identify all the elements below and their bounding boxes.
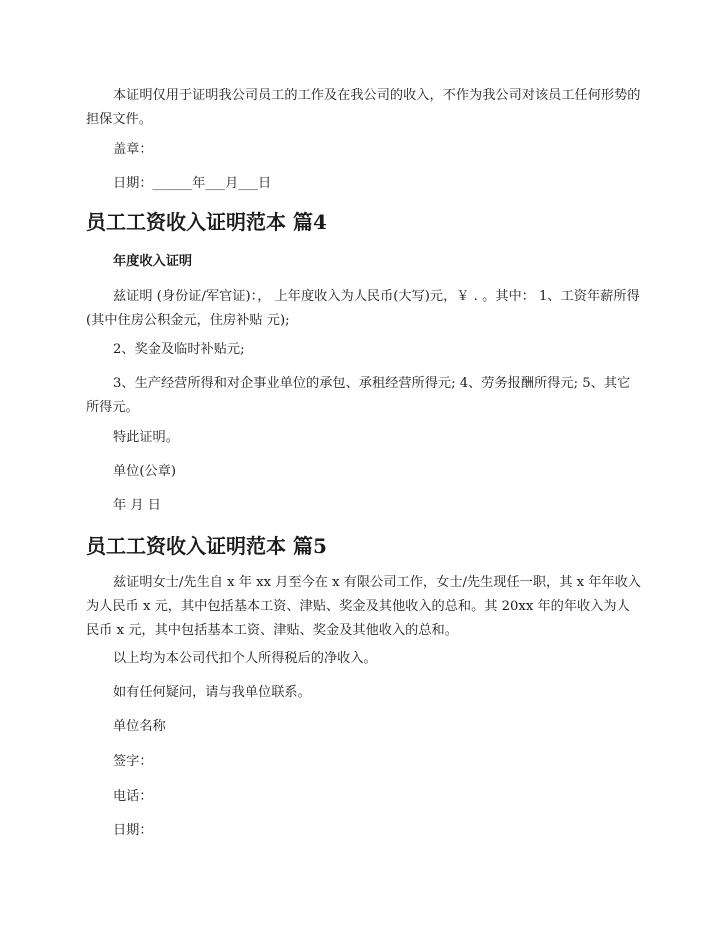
disclaimer-paragraph: 本证明仅用于证明我公司员工的工作及在我公司的收入，不作为我公司对该员工任何形势的担保文件。 [86, 88, 641, 127]
date-line: 日期： [113, 823, 153, 838]
employment-certification-paragraph: 兹证明女士/先生自 x 年 xx 月至今在 x 有限公司工作，女士/先生现任一职，其 x 年年收入为人民币 x 元，其中包括基本工资、津贴、奖金及其他收入的总和。其 20xx 年的年收入为人民币 x 元，其中包括基本工资、津贴、奖金及其他收入的总和。 [86, 575, 641, 638]
phone-line: 电话： [113, 789, 153, 804]
seal-line: 盖章： [113, 142, 153, 157]
company-name-line: 单位名称 [113, 719, 166, 734]
section-4-heading: 员工工资收入证明范本 篇4 [86, 210, 327, 234]
section-4-subtitle: 年度收入证明 [113, 254, 193, 269]
signature-line: 签字： [113, 754, 153, 769]
net-income-note: 以上均为本公司代扣个人所得税后的净收入。 [113, 651, 377, 666]
contact-note: 如有任何疑问，请与我单位联系。 [113, 685, 311, 700]
date-line: 日期：______年___月___日 [113, 176, 272, 191]
bonus-line: 2、奖金及临时补贴元; [113, 342, 245, 357]
company-seal-line: 单位(公章) [113, 464, 177, 479]
other-income-paragraph: 3、生产经营所得和对企事业单位的承包、承租经营所得元; 4、劳务报酬所得元; 5、其它所得元。 [86, 376, 631, 415]
income-certification-paragraph: 兹证明 (身份证/军官证)：， 上年度收入为人民币(大写)元，￥ . 。其中： 1、工资年薪所得(其中住房公积金元，住房补贴 元); [86, 289, 640, 328]
date-line: 年 月 日 [113, 498, 161, 513]
certification-statement: 特此证明。 [113, 430, 179, 445]
section-5-heading: 员工工资收入证明范本 篇5 [86, 534, 327, 558]
